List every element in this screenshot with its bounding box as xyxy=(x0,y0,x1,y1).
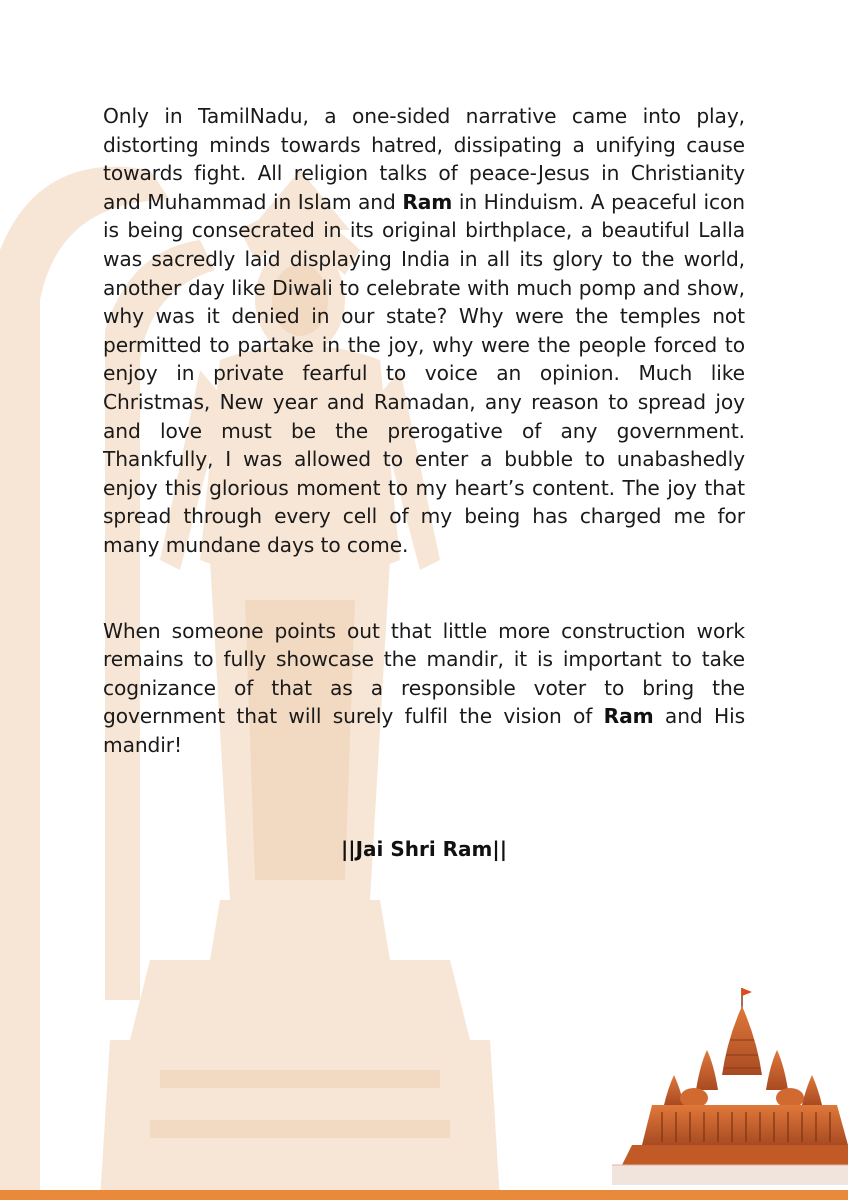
paragraph-1-part-2: in Hinduism. A peaceful icon is being consecrated in its original birthplace, a beautiful Lalla was sacredly laid displaying India in all its glory to the world, another day like Diwali to celebrate with much pomp and show, why was it denied in our state? Why were the temples not permitted to partake in the joy, why were the people forced to enjoy in private fearful to voice an opinion. Much like Christmas, New year and Ramadan, any reason to spread joy and love must be the prerogative of any government. Thankfully, I was allowed to enter a bubble to unabashedly enjoy this glorious moment to my heart’s content. The joy that spread through every cell of my being has charged me for many mundane days to come. xyxy=(103,189,745,557)
body-text xyxy=(103,102,745,759)
closing-salutation: ||Jai Shri Ram|| xyxy=(340,837,508,861)
paragraph-2-bold-ram: Ram xyxy=(603,704,654,729)
paragraph-2-part-2: and His mandir! xyxy=(103,704,745,757)
bottom-accent-bar xyxy=(0,1190,848,1200)
paragraph-2-part-1: When someone points out that little more construction work remains to fully showcase the mandir, it is important to take cognizance of that as a responsible voter to bring the government that will surely fulfil the vision of xyxy=(103,618,745,729)
paragraph-2 xyxy=(103,617,745,760)
paragraph-1-part-1: Only in TamilNadu, a one-sided narrative came into play, distorting minds towards hatred, dissipating a unifying cause towards fight. All religion talks of peace-Jesus in Christianity and Muhammad in Islam and xyxy=(103,104,745,214)
paragraph-1 xyxy=(103,102,745,560)
paragraph-1-bold-ram: Ram xyxy=(402,189,453,214)
ram-mandir-temple-icon xyxy=(612,980,848,1190)
